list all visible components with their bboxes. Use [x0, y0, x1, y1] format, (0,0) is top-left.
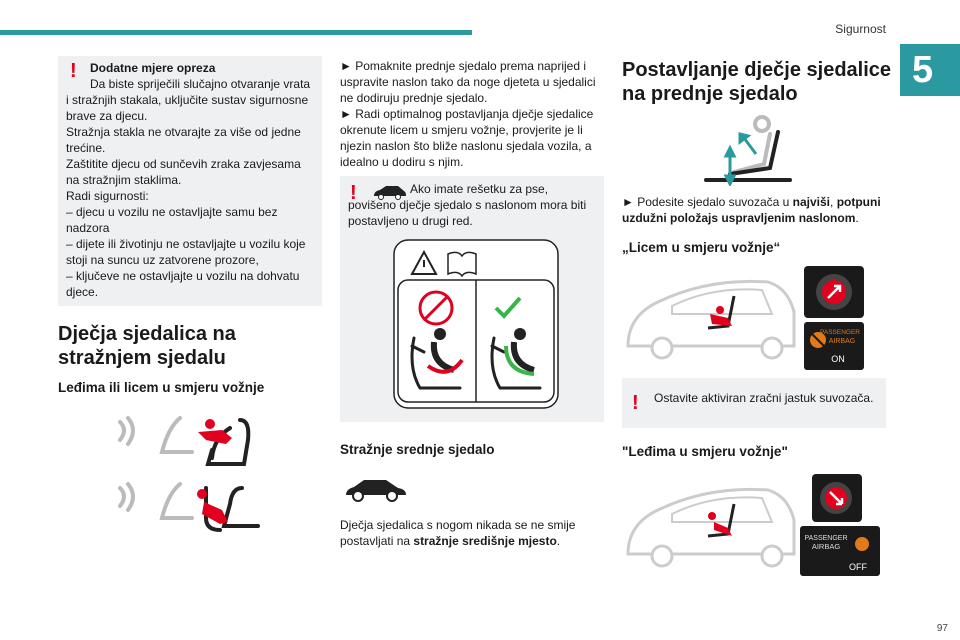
- instruction-paragraph: ► Pomaknite prednje sjedalo prema naprijed i uspravite naslon tako da noge djeteta u sjedalici ne dodiruju prednje sjedalo.: [340, 59, 596, 105]
- airbag-on-state: ON: [831, 354, 845, 364]
- text: Dječja sjedalica s nogom nikada se ne smije postavljati na: [340, 518, 576, 548]
- emphasis: potpuni uzdužni položajs uspravljenim naslonom: [622, 195, 881, 225]
- car-side-icon: [342, 477, 408, 503]
- text: .: [556, 534, 561, 548]
- warning-line: – dijete ili životinju ne ostavljajte u vozilu koje stoji na suncu uz zatvorene prozore,: [66, 237, 306, 267]
- airbag-on-label2: AIRBAG: [828, 338, 856, 345]
- airbag-on-warning-text: Ostavite aktiviran zračni jastuk suvozača.: [654, 391, 874, 405]
- rear-middle-seat-heading: Stražnje srednje sjedalo: [340, 442, 495, 457]
- seat-adjust-illustration: [700, 114, 800, 186]
- rear-middle-seat-text: [340, 517, 604, 549]
- forward-facing-heading: „Licem u smjeru vožnje“: [622, 240, 781, 255]
- text: .: [855, 211, 859, 225]
- warning-line: Stražnja stakla ne otvarajte za više od jedne trećine.: [66, 125, 301, 155]
- rear-seat-subheading: Leđima ili licem u smjeru vožnje: [58, 380, 265, 395]
- warning-heading: Dodatne mjere opreza: [90, 61, 216, 75]
- child-seat-position-diagram: [392, 238, 560, 410]
- front-seat-heading: Postavljanje dječje sjedalice na prednje sjedalo: [622, 59, 892, 105]
- warning-title: [90, 60, 315, 76]
- airbag-off-label2: AIRBAG: [811, 542, 841, 551]
- warning-body: [66, 76, 316, 300]
- front-seat-instruction: [622, 194, 888, 226]
- warning-line: Da biste spriječili slučajno otvaranje vrata i stražnjih stakala, uključite sustav sigurnosne brave za djecu.: [66, 77, 311, 123]
- rear-seat-orientation-illustration: [110, 408, 260, 540]
- chapter-number: 5: [900, 44, 960, 96]
- warning-icon: !: [350, 182, 357, 204]
- warning-line: – ključeve ne ostavljajte u vozilu na dohvatu djece.: [66, 269, 300, 299]
- warning-icon: !: [632, 392, 639, 414]
- airbag-off-label1: PASSENGER: [804, 535, 848, 542]
- airbag-off-state: OFF: [849, 562, 867, 572]
- warning-icon: !: [70, 60, 77, 82]
- text: ,: [830, 195, 837, 209]
- instructions: [340, 58, 604, 170]
- dog-grid-warning-text: Ako imate rešetku za pse, povišeno dječje sjedalo s naslonom mora biti postavljeno u drugi red.: [348, 182, 587, 228]
- rear-facing-car-illustration: [622, 470, 886, 580]
- rear-facing-heading: "Leđima u smjeru vožnje": [622, 444, 788, 459]
- forward-facing-car-illustration: [622, 266, 886, 372]
- airbag-on-label1: PASSENGER: [820, 329, 860, 336]
- page-number: 97: [936, 623, 948, 634]
- rear-seat-heading: Dječja sjedalica na stražnjem sjedalu: [58, 323, 236, 369]
- airbag-off-indicator: [855, 537, 869, 551]
- warning-line: Radi sigurnosti:: [66, 189, 149, 203]
- text: ► Podesite sjedalo suvozača u: [622, 195, 793, 209]
- warning-line: Zaštitite djecu od sunčevih zraka zavjesama na stražnjim staklima.: [66, 157, 301, 187]
- emphasis: najviši: [792, 195, 831, 209]
- section-title: Sigurnost: [835, 22, 886, 36]
- instruction-paragraph: ► Radi optimalnog postavljanja dječje sjedalice okrenute licem u smjeru vožnje, provjerite je li njezin naslon što bliže naslonu sjedala vozila, a idealno u dodiru s njim.: [340, 107, 594, 169]
- emphasis: stražnje središnje mjesto: [413, 534, 557, 548]
- header-accent-bar: [0, 30, 472, 35]
- warning-line: – djecu u vozilu ne ostavljajte samu bez nadzora: [66, 205, 278, 235]
